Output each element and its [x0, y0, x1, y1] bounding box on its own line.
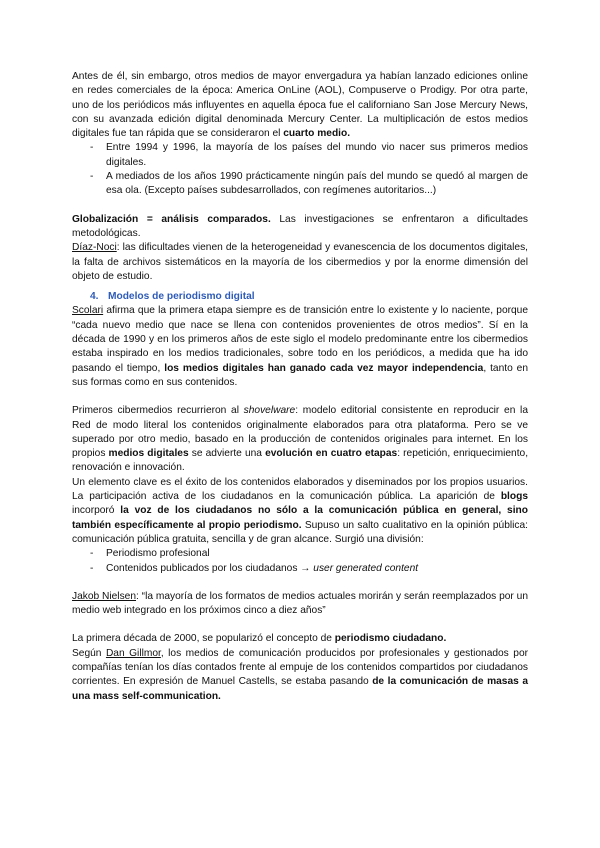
section-heading: 4. Modelos de periodismo digital [90, 291, 255, 303]
paragraph-scolari: Scolari afirma que la primera etapa siempre es de transición entre lo existente y lo naciente, porque “cada nuevo medio que nace se llena con contenidos provenientes de otros medios”. Sí en la década de 1990 y en los primeros años de este siglo el modelo predominante entre los cibermedios estaba inspirado en los medios tradicionales, sobre todo en los periódicos, a medida que ha ido pasando el tiempo, los medios digitales han ganado cada vez mayor independencia, tanto en sus formas como en sus contenidos. [72, 305, 529, 388]
list-item: - A mediados de los años 1990 prácticamente ningún país del mundo se quedó al margen de esa ola. (Excepto países subdesarrollados, con regímenes autoritarios...) [90, 171, 528, 197]
paragraph-elemento-clave: Un elemento clave es el éxito de los contenidos elaborados y diseminados por los propios usuarios. La participación activa de los ciudadanos en la comunicación pública. La aparición de blogs incorporó la voz de los ciudadanos no sólo a la comunicación pública en general, sino también específicamente al propio periodismo. Supuso un salto cualitativo en la opinión pública: comunicación pública gratuita, sencilla y de gran alcance. Surgió una división: [72, 476, 529, 545]
author-diaz-noci: Díaz-Noci [72, 242, 117, 254]
bold-cuarto-medio: cuarto medio. [283, 128, 351, 140]
paragraph-globalizacion: Globalización = análisis comparados. Las investigaciones se enfrentaron a dificultades metodológicas. [72, 213, 528, 239]
author-scolari: Scolari [72, 305, 104, 317]
list-item: - Contenidos publicados por los ciudadanos → user generated content [90, 562, 419, 574]
paragraph-gillmor: Según Dan Gillmor, los medios de comunicación producidos por profesionales y gestionados por compañías tenían los días contados frente al empuje de los contenidos compartidos por ciudadanos corrientes. En expresión de Manuel Castells, se estaba pasando de la comunicación de masas a una mass self-communication. [72, 647, 529, 702]
paragraph-primeros-cibermedios: Primeros cibermedios recurrieron al shovelware: modelo editorial consistente en reproducir en la Red de modo literal los contenidos originalmente elaborados para otra plataforma. Pero se ve superado por otro medio, basado en la producción de contenidos originales para internet. En los propios medios digitales se advierte una evolución en cuatro etapas: repetición, enriquecimiento, renovación e innovación. [72, 405, 529, 474]
paragraph-antes: Antes de él, sin embargo, otros medios de mayor envergadura ya habían lanzado ediciones online en redes comerciales de la época: America OnLine (AOL), Compuserve o Prodigy. Por otra parte, uno de los periódicos más influyentes en aquella época fue el californiano San Jose Mercury News, con su avanzada edición digital denominada Mercury Center. La multiplicación de estos medios digitales fue tan rápida que se consideraron el cuarto medio. [72, 71, 528, 140]
paragraph-primera-decada: La primera década de 2000, se popularizó el concepto de periodismo ciudadano. [72, 633, 447, 645]
dash-list-division [72, 547, 528, 576]
list-item: - Entre 1994 y 1996, la mayoría de los países del mundo vio nacer sus primeros medios digitales. [90, 142, 528, 168]
paragraph-nielsen: Jakob Nielsen: “la mayoría de los formatos de medios actuales morirán y serán reemplazados por un medio web integrado en los próximos cinco a diez años” [72, 590, 528, 617]
list-item: - Periodismo profesional [90, 548, 210, 560]
author-jakob-nielsen: Jakob Nielsen [72, 590, 137, 602]
arrow-icon: → [300, 562, 311, 574]
paragraph-diaz-noci: Díaz-Noci: las dificultades vienen de la heterogeneidad y evanescencia de los documentos digitales, la falta de archivos sistemáticos en la mayoría de los cibermedios y por la enorme dimensión del objeto de estudio. [72, 242, 528, 282]
document-body [72, 70, 528, 704]
author-dan-gillmor: Dan Gillmor [105, 647, 161, 659]
dash-list-expansion [72, 141, 528, 198]
